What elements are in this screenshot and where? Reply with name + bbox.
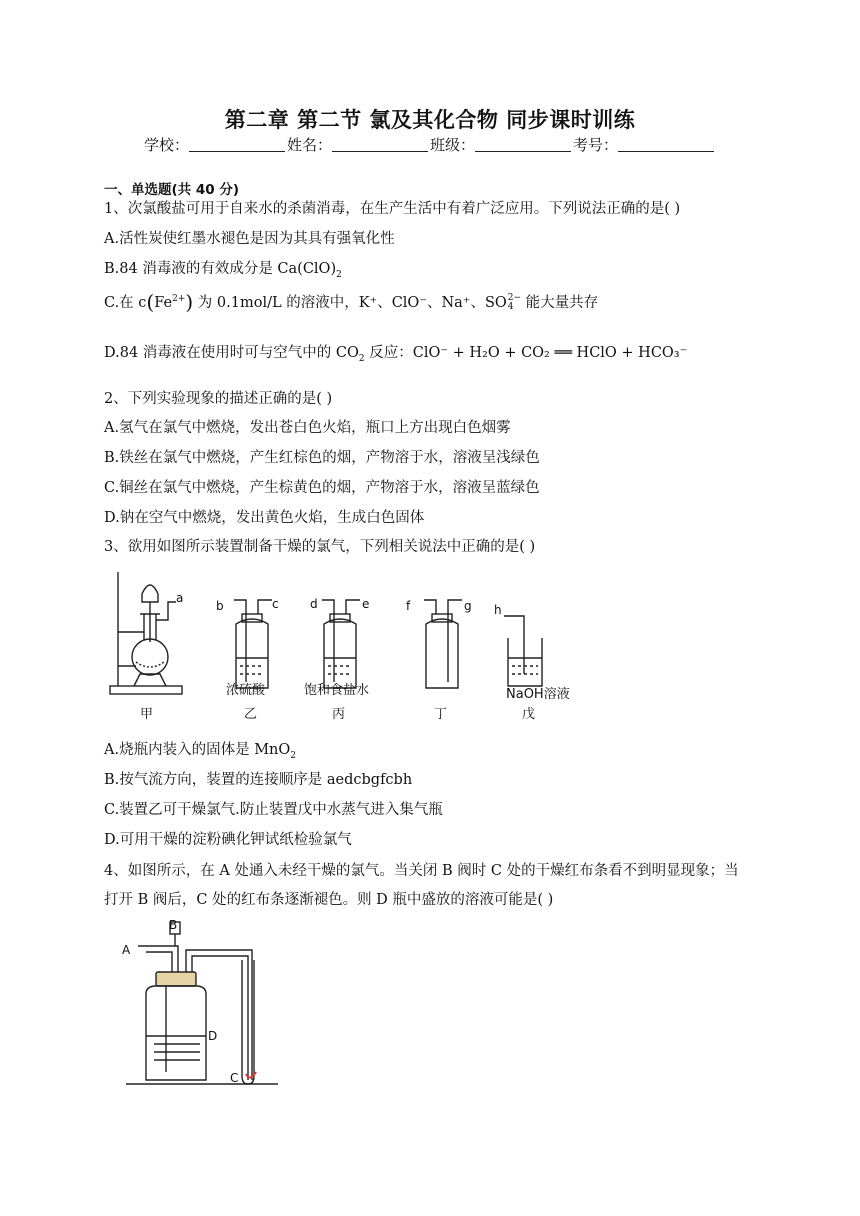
q4-stem-line-1: 4、如图所示，在 A 处通入未经干燥的氯气。当关闭 B 阀时 C 处的干燥红布条看不到明显现象；当 bbox=[104, 863, 739, 879]
port-label-a: a bbox=[176, 591, 184, 605]
name-blank[interactable] bbox=[332, 137, 428, 152]
bottle-ding bbox=[426, 619, 458, 688]
bottle-d bbox=[146, 986, 206, 1080]
class-label: 班级： bbox=[430, 136, 476, 154]
beaker-wu bbox=[508, 638, 542, 686]
caption-ding: 丁 bbox=[434, 707, 448, 722]
bottle-cap bbox=[156, 972, 196, 986]
q3-option-a bbox=[104, 738, 296, 761]
q3-stem: 3、欲用如图所示装置制备干燥的氯气，下列相关说法中正确的是( ) bbox=[104, 539, 536, 555]
q4-stem-line-2: 打开 B 阀后，C 处的红布条逐渐褪色。则 D 瓶中盛放的溶液可能是( ) bbox=[104, 892, 554, 908]
port-label-g: g bbox=[464, 599, 472, 613]
q1-option-c-suffix: 能大量共存 bbox=[521, 295, 599, 311]
port-label-f: f bbox=[406, 599, 411, 613]
exam-no-blank[interactable] bbox=[618, 137, 714, 152]
section-heading: 一、单选题(共 40 分) bbox=[104, 182, 240, 198]
student-info-line bbox=[0, 134, 860, 155]
port-label-b: b bbox=[216, 599, 224, 613]
reagent-concentrated-sulfuric-acid: 浓硫酸 bbox=[226, 683, 266, 698]
exam-no-label: 考号： bbox=[573, 136, 619, 154]
q1-option-c-prefix: C.在 c bbox=[104, 295, 147, 311]
class-blank[interactable] bbox=[475, 137, 571, 152]
caption-yi: 乙 bbox=[244, 707, 258, 722]
q1-option-c-sulfate-sub: 4 bbox=[507, 302, 514, 312]
q3-option-a-text: A.烧瓶内装入的固体是 MnO bbox=[104, 742, 291, 758]
name-label: 姓名： bbox=[286, 136, 332, 154]
school-blank[interactable] bbox=[189, 137, 285, 152]
q1-option-d-sub: 2 bbox=[358, 353, 365, 364]
q1-option-b-text: B.84 消毒液的有效成分是 Ca(ClO) bbox=[104, 261, 337, 277]
q3-option-a-sub: 2 bbox=[290, 750, 296, 761]
q1-option-c-sulfate-charge: 2− bbox=[507, 293, 522, 303]
q1-option-d-text: D.84 消毒液在使用时可与空气中的 CO bbox=[104, 345, 359, 361]
q1-option-c-ion-charge: 2+ bbox=[172, 294, 186, 305]
q3-option-b: B.按气流方向，装置的连接顺序是 aedcbgfcbh bbox=[104, 772, 413, 788]
q2-option-d: D.钠在空气中燃烧，发出黄色火焰，生成白色固体 bbox=[104, 510, 425, 526]
q1-option-c: C.在 $c(Fe^{2+})$ 为 0.1mol/L 的溶液中，K⁺、ClO⁻、Na⁺、SO 2− 4 能大量共存 bbox=[104, 290, 599, 314]
q1-option-d-mid: 反应： bbox=[364, 345, 413, 361]
q3-option-d: D.可用干燥的淀粉碘化钾试纸检验氯气 bbox=[104, 832, 352, 848]
q3-apparatus-figure bbox=[104, 562, 594, 726]
bottle-bing bbox=[324, 619, 356, 688]
q1-option-d bbox=[104, 341, 687, 364]
label-d: D bbox=[208, 1029, 218, 1043]
q2-stem: 2、下列实验现象的描述正确的是( ) bbox=[104, 391, 333, 407]
separatory-funnel bbox=[142, 585, 158, 602]
port-label-c: c bbox=[272, 597, 279, 611]
port-label-h: h bbox=[494, 603, 502, 617]
stand-base bbox=[110, 686, 182, 694]
port-label-e: e bbox=[362, 597, 370, 611]
q2-option-c: C.铜丝在氯气中燃烧，产生棕黄色的烟，产物溶于水，溶液呈蓝绿色 bbox=[104, 480, 540, 496]
label-c: C bbox=[230, 1071, 239, 1085]
reagent-naoh-solution: NaOH溶液 bbox=[506, 687, 570, 702]
page-title: 第二章 第二节 氯及其化合物 同步课时训练 bbox=[224, 108, 636, 132]
q1-option-b-sub: 2 bbox=[336, 269, 342, 280]
bottle-yi bbox=[236, 619, 268, 688]
label-a: A bbox=[122, 943, 131, 957]
q2-option-a: A.氢气在氯气中燃烧，发出苍白色火焰，瓶口上方出现白色烟雾 bbox=[104, 420, 511, 436]
q1-option-c-mid: 为 0.1mol/L 的溶液中， bbox=[193, 295, 359, 311]
q1-option-c-ion: Fe bbox=[154, 295, 173, 311]
q1-stem: 1、次氯酸盐可用于自来水的杀菌消毒，在生产生活中有着广泛应用。下列说法正确的是( ) bbox=[104, 201, 681, 217]
school-label: 学校： bbox=[143, 136, 189, 154]
q4-apparatus-figure bbox=[118, 916, 288, 1088]
q2-option-b: B.铁丝在氯气中燃烧，产生红棕色的烟，产物溶于水，溶液呈浅绿色 bbox=[104, 450, 540, 466]
reagent-saturated-brine: 饱和食盐水 bbox=[304, 683, 370, 698]
label-b: B bbox=[169, 917, 178, 932]
q1-option-a: A.活性炭使红墨水褪色是因为其具有强氧化性 bbox=[104, 231, 395, 247]
q3-option-c: C.装置乙可干燥氯气.防止装置戊中水蒸气进入集气瓶 bbox=[104, 802, 443, 818]
q1-option-d-equation: ClO⁻ + H₂O + CO₂ ══ HClO + HCO₃⁻ bbox=[412, 345, 688, 361]
q1-option-b bbox=[104, 257, 342, 280]
round-bottom-flask bbox=[132, 639, 168, 675]
caption-bing: 丙 bbox=[332, 707, 346, 722]
port-label-d: d bbox=[310, 597, 318, 611]
caption-jia: 甲 bbox=[140, 707, 154, 722]
q1-option-c-ions: K⁺、ClO⁻、Na⁺、SO bbox=[358, 295, 507, 311]
caption-wu: 戊 bbox=[522, 707, 536, 722]
